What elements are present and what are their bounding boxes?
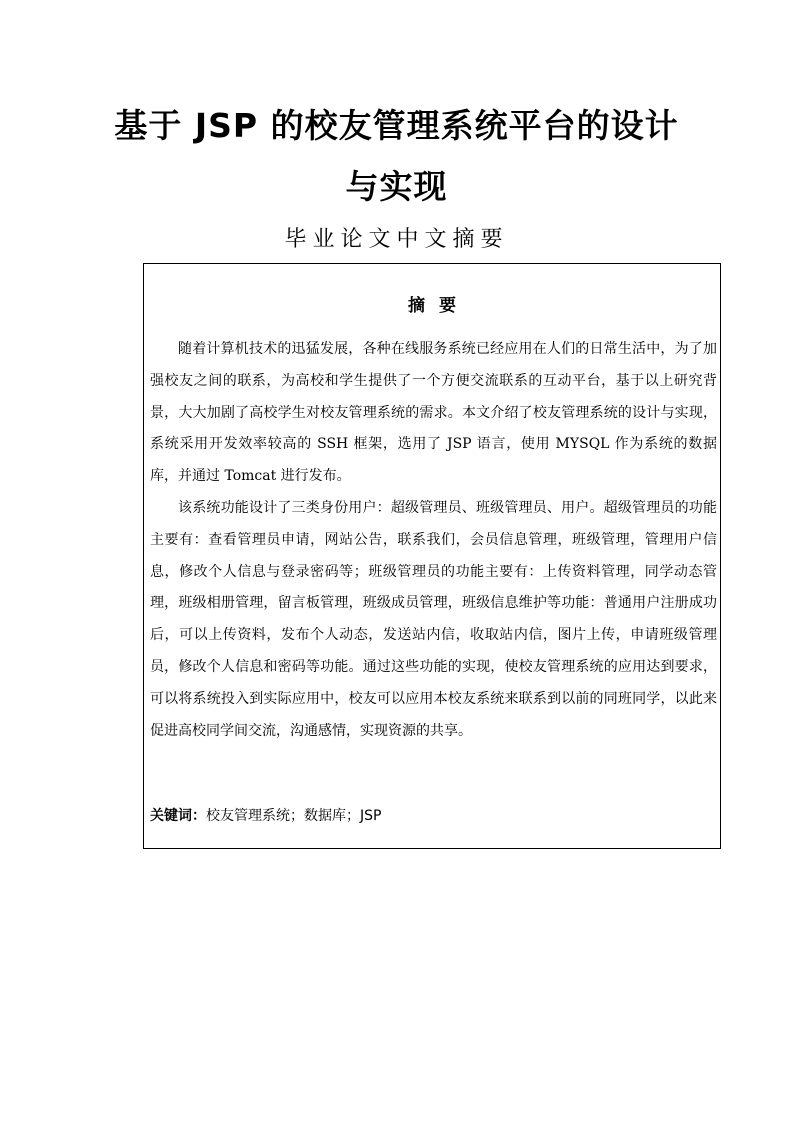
keywords-label: 关键词：: [150, 808, 206, 824]
abstract-paragraph-2: 该系统功能设计了三类身份用户：超级管理员、班级管理员、用户。超级管理员的功能主要有：查看管理员申请，网站公告，联系我们，会员信息管理，班级管理，管理用户信息，修改个人信息与登录密码等；班级管理员的功能主要有：上传资料管理，同学动态管理，班级相册管理，留言板管理，班级成员管理，班级信息维护等功能：普通用户注册成功后，可以上传资料，发布个人动态，发送站内信，收取站内信，图片上传，申请班级管理员，修改个人信息和密码等功能。通过这些功能的实现，使校友管理系统的应用达到要求，可以将系统投入到实际应用中，校友可以应用本校友系统来联系到以前的同班同学，以此来促进高校同学间交流，沟通感情，实现资源的共享。: [150, 500, 717, 739]
document-subtitle: 毕业论文中文摘要: [284, 227, 509, 252]
abstract-box: [143, 263, 721, 849]
abstract-heading: 摘要: [408, 296, 470, 316]
abstract-paragraph-1: 随着计算机技术的迅猛发展，各种在线服务系统已经应用在人们的日常生活中，为了加强校友之间的联系，为高校和学生提供了一个方便交流联系的互动平台，基于以上研究背景，大大加剧了高校学生对校友管理系统的需求。本文介绍了校友管理系统的设计与实现，系统采用开发效率较高的 SSH 框架，选用了 JSP 语言，使用 MYSQL 作为系统的数据库，并通过 Tomcat 进行发布。: [150, 341, 717, 485]
document-title-line-2: 与实现: [345, 167, 448, 206]
keywords-line: [150, 801, 381, 831]
document-title-line-1: 基于 JSP 的校友管理系统平台的设计: [114, 106, 679, 145]
keywords-values: 校友管理系统；数据库；JSP: [206, 808, 382, 824]
